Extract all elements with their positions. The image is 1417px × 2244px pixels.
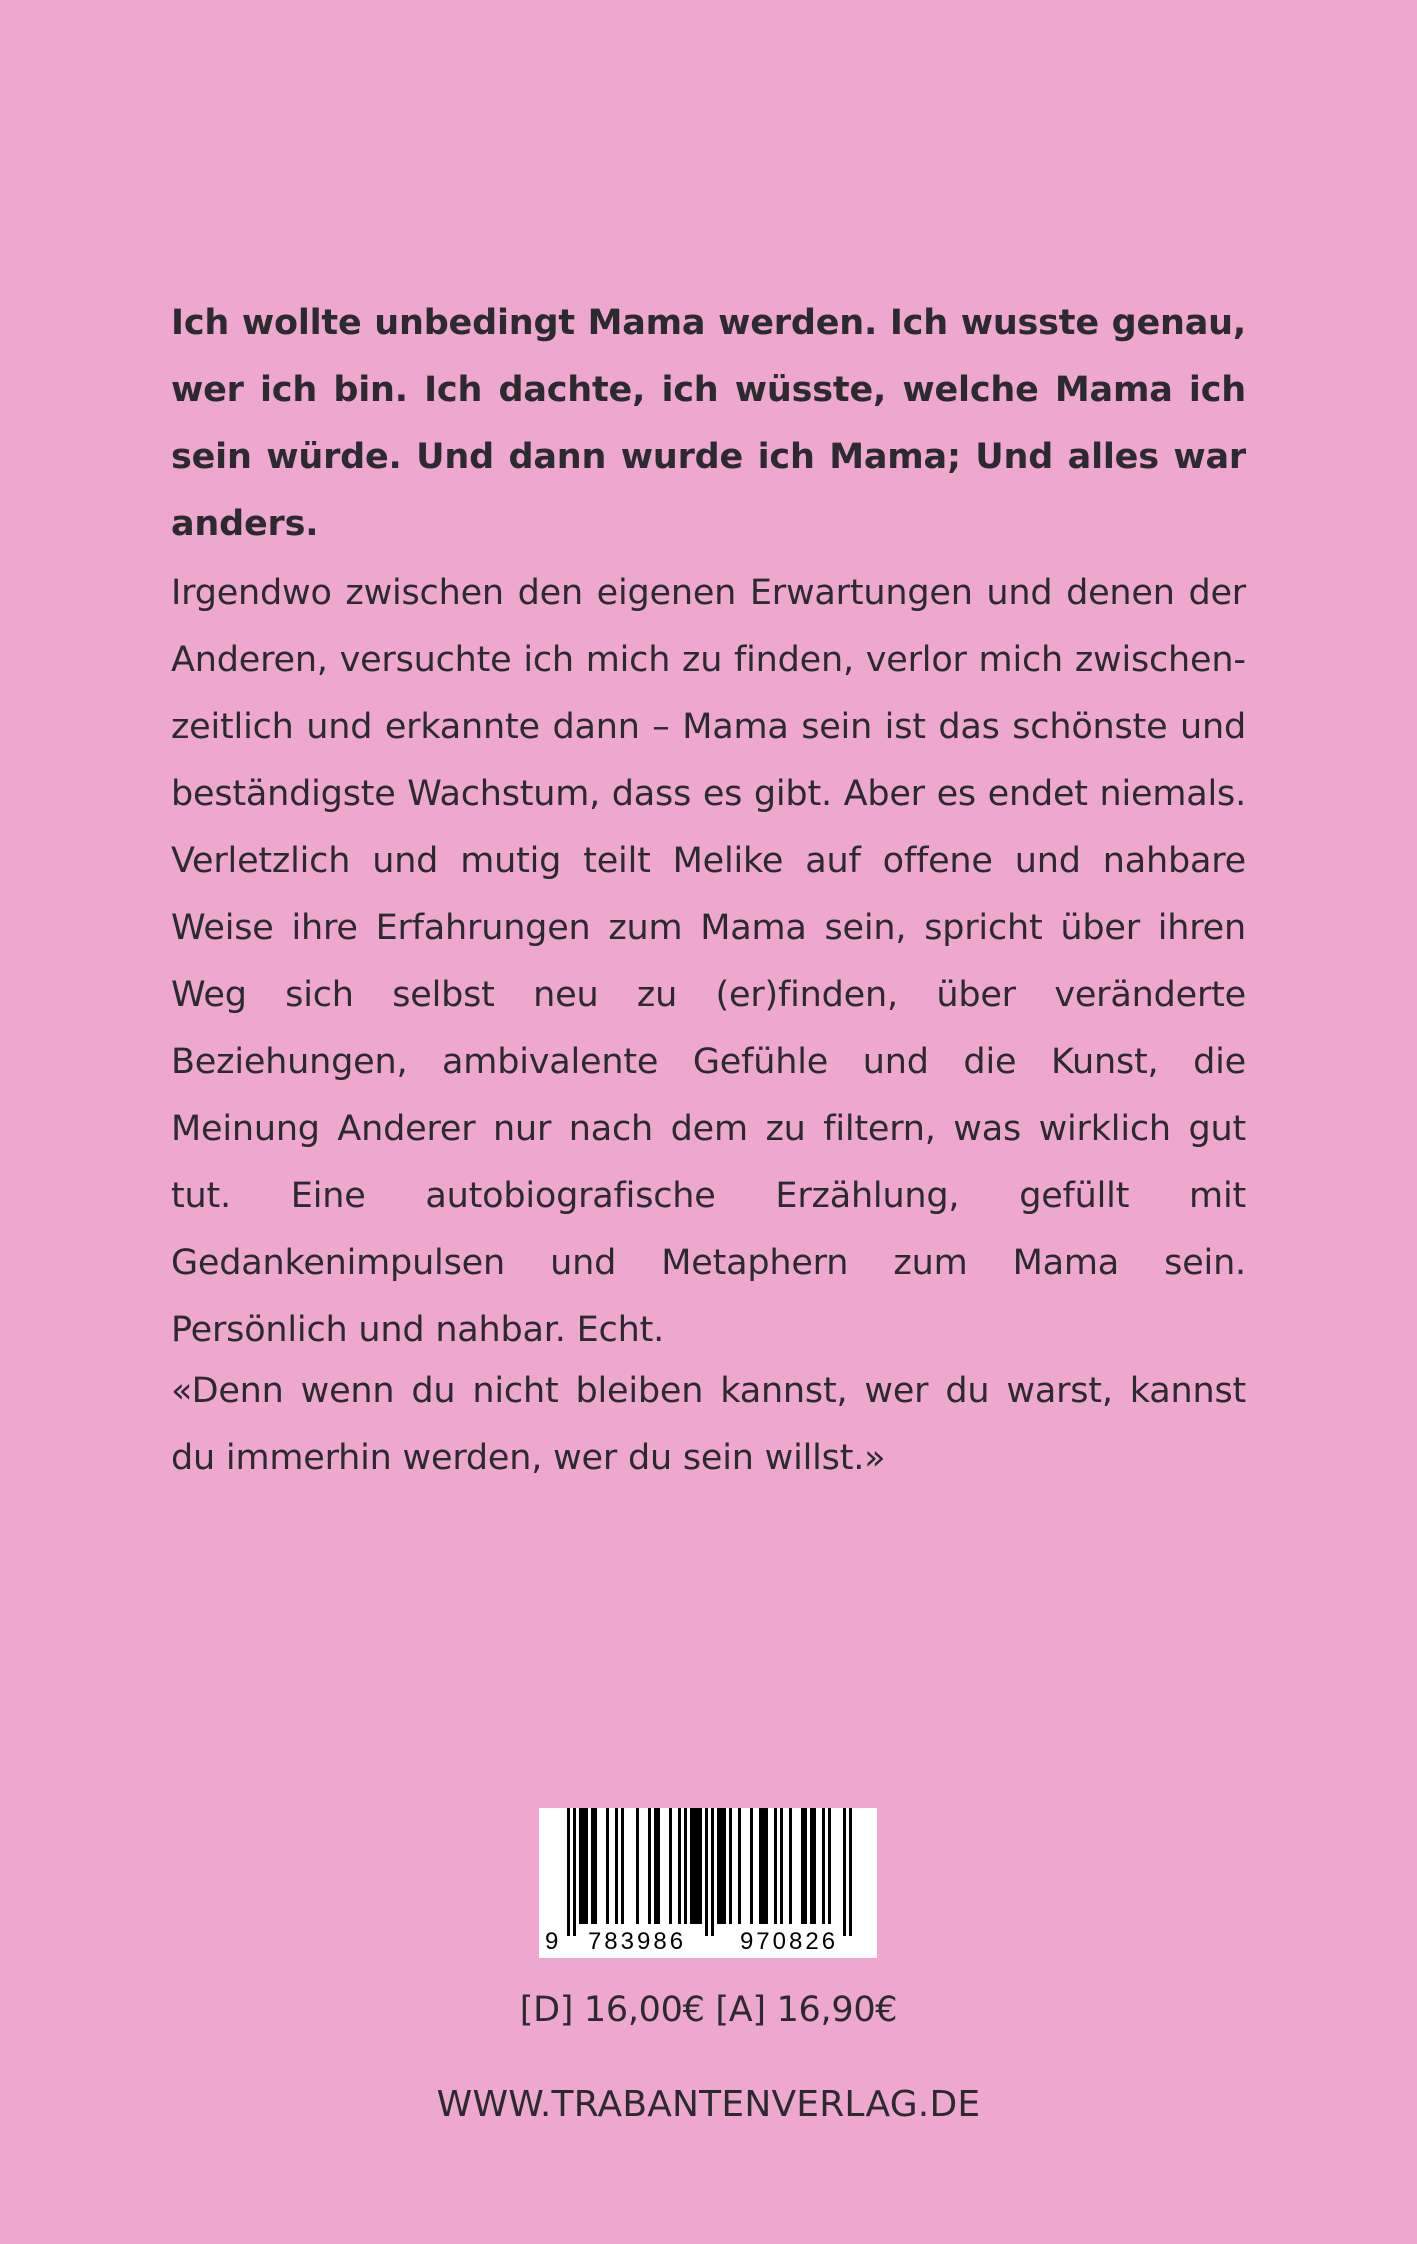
barcode-bar: [606, 1808, 609, 1924]
barcode-right-digits: 970826: [739, 1928, 839, 1955]
barcode-bar: [762, 1808, 765, 1924]
barcode-bar: [843, 1808, 846, 1936]
barcode-bar: [696, 1808, 699, 1924]
barcode-bar: [717, 1808, 720, 1924]
barcode-bar: [849, 1808, 852, 1936]
barcode-bar: [615, 1808, 618, 1924]
barcode-bar: [657, 1808, 660, 1924]
barcode-graphic: [539, 1808, 877, 1958]
barcode-bar: [804, 1808, 807, 1924]
barcode-bar: [591, 1808, 594, 1924]
barcode-bar: [621, 1808, 624, 1924]
barcode-bar: [759, 1808, 762, 1924]
barcode-bar: [801, 1808, 804, 1924]
barcode-left-digits: 783986: [587, 1928, 687, 1955]
barcode-bar: [585, 1808, 588, 1924]
barcode-bar: [654, 1808, 657, 1924]
barcode-bar: [699, 1808, 702, 1924]
barcode-lead-digit: 9: [545, 1928, 559, 1955]
barcode-bar: [813, 1808, 816, 1924]
price-label: [D] 16,00€ [A] 16,90€: [519, 1990, 898, 2030]
barcode-bar: [774, 1808, 777, 1924]
barcode-bar: [567, 1808, 570, 1936]
barcode-bar: [750, 1808, 753, 1924]
quote-paragraph: «Denn wenn du nicht bleiben kannst, wer du warst, kannst du immerhin werden, wer du sein willst.»: [171, 1371, 1246, 1478]
website-url: WWW.TRABANTENVERLAG.DE: [436, 2084, 981, 2125]
barcode-bar: [822, 1808, 825, 1924]
barcode-bar: [729, 1808, 732, 1924]
barcode-bar: [648, 1808, 651, 1924]
barcode-bar: [738, 1808, 741, 1924]
barcode-bar: [594, 1808, 597, 1924]
barcode-bar: [828, 1808, 831, 1924]
barcode-bar: [705, 1808, 708, 1936]
barcode-bar: [765, 1808, 768, 1924]
barcode-bar: [582, 1808, 585, 1924]
isbn-barcode: [539, 1808, 877, 1958]
barcode-bar: [573, 1808, 576, 1936]
barcode-bar: [669, 1808, 672, 1924]
barcode-bar: [678, 1808, 681, 1924]
barcode-bar: [690, 1808, 693, 1924]
barcode-bar: [723, 1808, 726, 1924]
intro-paragraph: Ich wollte unbedingt Mama werden. Ich wusste genau, wer ich bin. Ich dachte, ich wüsste, welche Mama ich sein würde. Und dann wurde ich Mama; Und alles war anders.: [171, 303, 1246, 544]
barcode-bar: [684, 1808, 687, 1924]
barcode-bar: [789, 1808, 792, 1924]
barcode-bar: [579, 1808, 582, 1924]
barcode-bar: [780, 1808, 783, 1924]
barcode-bar: [636, 1808, 639, 1924]
description-paragraph: Irgendwo zwischen den eigenen Erwartungen und denen der Anderen, versuchte ich mich zu finden, verlor mich zwischenzeitlich und erkannte dann – Mama sein ist das schönste und beständigste Wachstum, dass es gibt. Aber es endet niemals. Verletzlich und mutig teilt Melike auf offene und nahbare Weise ihre Erfahrungen zum Mama sein, spricht über ihren Weg sich selbst neu zu (er)finden, über veränderte Beziehungen, ambivalente Gefühle und die Kunst, die Meinung Anderer nur nach dem zu filtern, was wirklich gut tut. Eine autobiografische Erzählung, gefüllt mit Gedankenimpulsen und Metaphern zum Mama sein. Persönlich und nahbar. Echt.: [171, 573, 1246, 1350]
barcode-bar: [720, 1808, 723, 1924]
barcode-bar: [810, 1808, 813, 1924]
barcode-bar: [711, 1808, 714, 1936]
barcode-bar: [693, 1808, 696, 1924]
